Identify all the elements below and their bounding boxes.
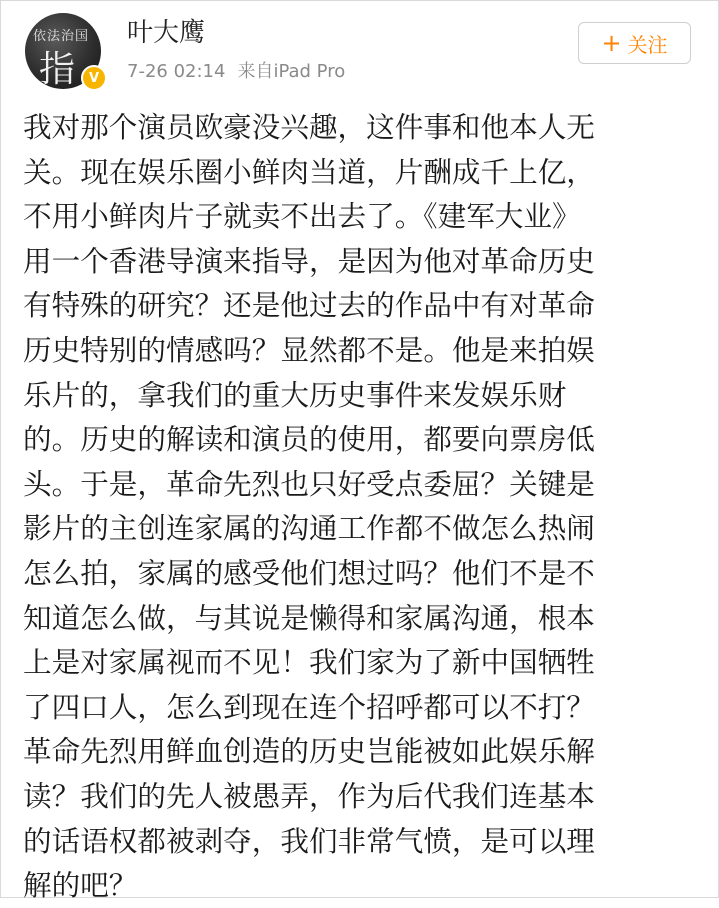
post-body-line: 革命先烈用鲜血创造的历史岂能被如此娱乐解 (23, 734, 595, 769)
post-body-line: 用一个香港导演来指导，是因为他对革命历史 (23, 243, 595, 278)
author-name[interactable]: 叶大鹰 (127, 18, 206, 48)
post-body-line: 知道怎么做，与其说是懒得和家属沟通，根本 (23, 600, 595, 635)
avatar-glyph: 指 (39, 49, 76, 89)
post-body-line: 了四口人，怎么到现在连个招呼都可以不打？ (23, 689, 595, 724)
verified-badge-icon (81, 65, 107, 91)
post-body-line: 怎么拍，家属的感受他们想过吗？他们不是不 (23, 555, 595, 590)
post-body-line: 的话语权都被剥夺，我们非常气愤，是可以理 (23, 823, 595, 858)
post-body-line: 上是对家属视而不见！我们家为了新中国牺牲 (23, 645, 595, 680)
avatar-caption: 依法治国 (33, 29, 90, 44)
post-body-line: 我对那个演员欧豪没兴趣，这件事和他本人无 (23, 110, 595, 144)
post-body-line: 历史特别的情感吗？显然都不是。他是来拍娱 (23, 332, 595, 367)
follow-button[interactable] (578, 22, 691, 64)
plus-icon: + (601, 29, 622, 57)
post-source: 来自iPad Pro (237, 61, 346, 82)
author-avatar-wrapper[interactable] (25, 13, 105, 93)
post-body-line: 不用小鲜肉片子就卖不出去了。《建军大业》 (23, 199, 581, 234)
verified-badge-label: V (88, 70, 100, 86)
post-meta (127, 59, 345, 85)
post-body-line: 有特殊的研究？还是他过去的作品中有对革命 (23, 288, 595, 323)
follow-button-label: 关注 (627, 32, 668, 57)
post-body-line: 头。于是，革命先烈也只好受点委屈？关键是 (23, 466, 595, 501)
post-body-line: 关。现在娱乐圈小鲜肉当道，片酬成千上亿， (23, 154, 595, 189)
post-body-line: 解的吧？ (23, 868, 138, 903)
post-body-line: 乐片的，拿我们的重大历史事件来发娱乐财 (23, 377, 567, 412)
post-body-line: 影片的主创连家属的沟通工作都不做怎么热闹 (23, 511, 595, 546)
post-timestamp: 7-26 02:14 (127, 61, 226, 82)
post-body-line: 读？我们的先人被愚弄，作为后代我们连基本 (23, 778, 595, 813)
post-body-line: 的。历史的解读和演员的使用，都要向票房低 (23, 422, 595, 457)
post-body (23, 105, 707, 908)
